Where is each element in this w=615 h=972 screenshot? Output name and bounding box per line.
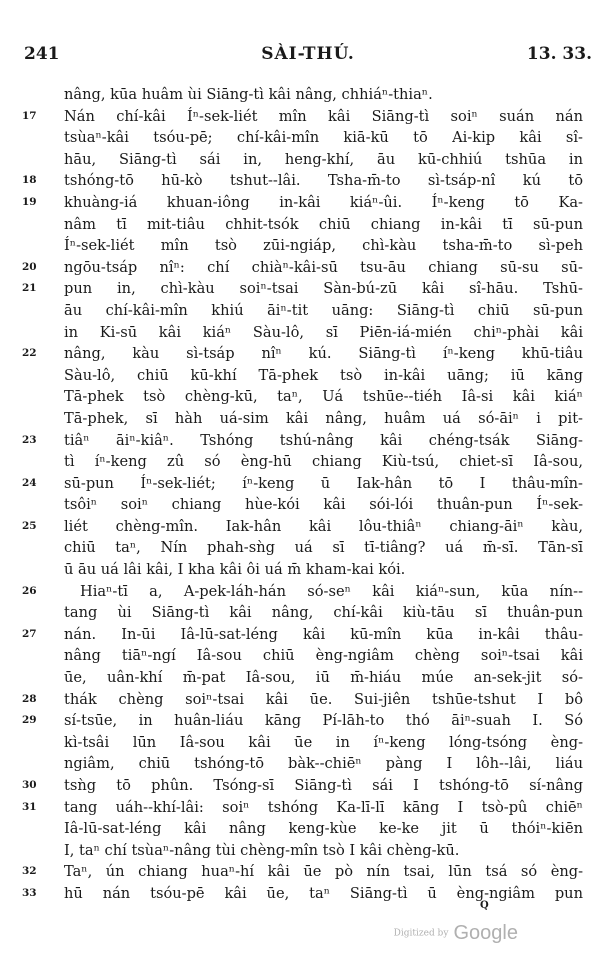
text-line [0,645,615,667]
line-text: I, taⁿ chí tsùaⁿ-nâng tùi chèng-mîn tsò I kâi chèng-kū. [64,841,460,859]
text-line [0,883,615,905]
line-text: in Ki-sū kâi kiáⁿ Sàu-lô, sī Piēn-iá-mién chiⁿ-phài kâi [64,323,583,341]
verse-number: 19 [22,195,37,208]
verse-number: 29 [22,714,37,727]
line-text: thák chèng soiⁿ-tsai kâi ūe. Sui-jiên tshūe-tshut I bô [64,690,583,708]
text-line [0,667,615,689]
text-line [0,278,615,300]
verse-number: 23 [22,433,37,446]
text-line [0,149,615,171]
text-line [0,840,615,862]
line-text: Tā-phek tsò chèng-kū, taⁿ, Uá tshūe--tiéh Iâ-si kâi kiáⁿ [64,388,583,406]
line-text: nâng tiāⁿ-ngí Iâ-sou chiū èng-ngiâm chèng soiⁿ-tsai kâi [64,647,583,665]
text-line [0,106,615,128]
line-text: Iâ-lū-sat-léng kâi nâng keng-kùe ke-ke jit ū thóiⁿ-kiēn [64,820,583,838]
line-text: Íⁿ-sek-liét mîn tsò zūi-ngiáp, chì-kàu tsha-m̄-to sì-peh [64,237,583,255]
verse-number: 21 [22,282,37,295]
text-line [0,257,615,279]
text-line [0,84,615,106]
line-text: liét chèng-mîn. Iak-hân kâi lôu-thiâⁿ chiang-āiⁿ kàu, [64,517,583,535]
line-text: tshóng-tō hū-kò tshut--lâi. Tsha-m̄-to sì-tsáp-nî kú tō [64,172,583,190]
text-line [0,214,615,236]
digitization-watermark [378,922,518,945]
line-text: ngōu-tsáp nîⁿ: chí chiàⁿ-kâi-sū tsu-āu chiang sū-su sū- [64,258,583,276]
running-header [24,44,592,66]
text-line [0,537,615,559]
line-text: Taⁿ, ún chiang huaⁿ-hí kâi ūe pò nín tsai, lūn tsá só èng- [64,863,583,881]
text-line [0,797,615,819]
verse-number: 20 [22,260,37,273]
text-line [0,192,615,214]
verse-number: 18 [22,174,37,187]
running-title: SÀI-THÚ. [261,44,355,64]
text-line [0,602,615,624]
text-line [0,127,615,149]
line-text: hāu, Siāng-tì sái in, heng-khí, āu kū-chhiú tshūa in [64,150,583,168]
chapter-verse-reference: 13. 33. [526,44,592,64]
text-line [0,818,615,840]
line-text: tang ùi Siāng-tì kâi nâng, chí-kâi kiù-tāu sī thuân-pun [64,604,583,622]
text-line [0,408,615,430]
text-line [0,494,615,516]
line-text: tsôiⁿ soiⁿ chiang hùe-kói kâi sói-lói thuân-pun Íⁿ-sek- [64,496,583,514]
text-line [0,624,615,646]
line-text: khuàng-iá khuan-iông in-kâi kiáⁿ-ûi. Íⁿ-keng tō Ka- [64,193,583,211]
text-line [0,170,615,192]
text-line [0,365,615,387]
line-text: tiâⁿ āiⁿ-kiâⁿ. Tshóng tshú-nâng kâi chéng-tsák Siāng- [64,431,583,449]
text-line [0,300,615,322]
verse-number: 26 [22,584,37,597]
line-text: Tā-phek, sī hàh uá-sim kâi nâng, huâm uá só-āiⁿ i pit- [64,409,583,427]
verse-number: 32 [22,865,37,878]
verse-number: 25 [22,519,37,532]
line-text: Sàu-lô, chiū kū-khí Tā-phek tsò in-kâi uāng; iū kāng [64,366,583,384]
text-line [0,732,615,754]
line-text: kì-tsâi lūn Iâ-sou kâi ūe in íⁿ-keng lóng-tsóng èng- [64,733,583,751]
text-line [0,322,615,344]
line-text: sí-tsūe, in huân-liáu kāng Pí-lāh-to thó āiⁿ-suah I. Só [64,712,583,730]
text-line [0,473,615,495]
scripture-text-body [0,84,615,905]
text-line [0,710,615,732]
text-line [0,581,615,603]
text-line [0,343,615,365]
text-line [0,689,615,711]
line-text: tì íⁿ-keng zû só èng-hū chiang Kiù-tsú, chiet-sī Iâ-sou, [64,453,583,471]
text-line [0,775,615,797]
text-line [0,430,615,452]
watermark-digitized-text: Digitized by [393,928,449,939]
line-text: chiū taⁿ, Nín phah-sǹg uá sī tī-tiâng? uá m̄-sī. Tān-sī [64,539,583,557]
signature-mark: Q [480,900,489,911]
verse-number: 22 [22,347,37,360]
line-text: hū nán tsóu-pē kâi ūe, taⁿ Siāng-tì ū èng-ngiâm pun [64,884,583,902]
line-text: Nán chí-kâi Íⁿ-sek-liét mîn kâi Siāng-tì soiⁿ suán nán [64,107,583,125]
verse-number: 31 [22,800,37,813]
line-text: āu chí-kâi-mîn khiú āiⁿ-tit uāng: Siāng-tì chiū sū-pun [64,301,583,319]
line-text: pun in, chì-kàu soiⁿ-tsai Sàn-bú-zū kâi sî-hāu. Tshū- [64,280,583,298]
text-line [0,386,615,408]
text-line [0,559,615,581]
line-text: nâng, kàu sì-tsáp nîⁿ kú. Siāng-tì íⁿ-keng khū-tiâu [64,345,583,363]
line-text: nâm tī mit-tiâu chhit-tsók chiū chiang in-kâi tī sū-pun [64,215,583,233]
text-line [0,753,615,775]
verse-number: 27 [22,627,37,640]
text-line [0,451,615,473]
text-line [0,235,615,257]
line-text: tsǹg tō phûn. Tsóng-sī Siāng-tì sái I tshóng-tō sí-nâng [64,777,583,794]
text-line [0,861,615,883]
page-number: 241 [24,44,60,64]
line-text: ngiâm, chiū tshóng-tō bàk--chiēⁿ pàng I lôh--lâi, liáu [64,755,583,773]
line-text: nán. In-ūi Iâ-lū-sat-léng kâi kū-mîn kūa in-kâi thâu- [64,625,583,643]
line-text: Hiaⁿ-tī a, A-pek-láh-hán só-seⁿ kâi kiáⁿ-sun, kūa nín-- [80,582,583,600]
verse-number: 24 [22,476,37,489]
verse-number: 28 [22,692,37,705]
verse-number: 30 [22,779,37,791]
line-text: ūe, uân-khí m̄-pat Iâ-sou, iū m̄-hiáu múe an-sek-jit só- [64,669,583,687]
verse-number: 17 [22,109,37,122]
watermark-brand: Google [453,922,518,944]
verse-number: 33 [22,886,37,899]
text-line [0,516,615,538]
line-text: nâng, kūa huâm ùi Siāng-tì kâi nâng, chhiáⁿ-thiaⁿ. [64,86,433,103]
line-text: sū-pun Íⁿ-sek-liét; íⁿ-keng ū Iak-hân tō I thâu-mîn- [64,474,583,492]
line-text: tsùaⁿ-kâi tsóu-pē; chí-kâi-mîn kiā-kū tō Ai-kip kâi sî- [64,129,583,147]
line-text: ū āu uá lâi kâi, I kha kâi ôi uá m̄ kham-kai kói. [64,561,406,579]
line-text: tang uáh--khí-lâi: soiⁿ tshóng Ka-lī-lī kāng I tsò-pû chiēⁿ [64,798,583,816]
